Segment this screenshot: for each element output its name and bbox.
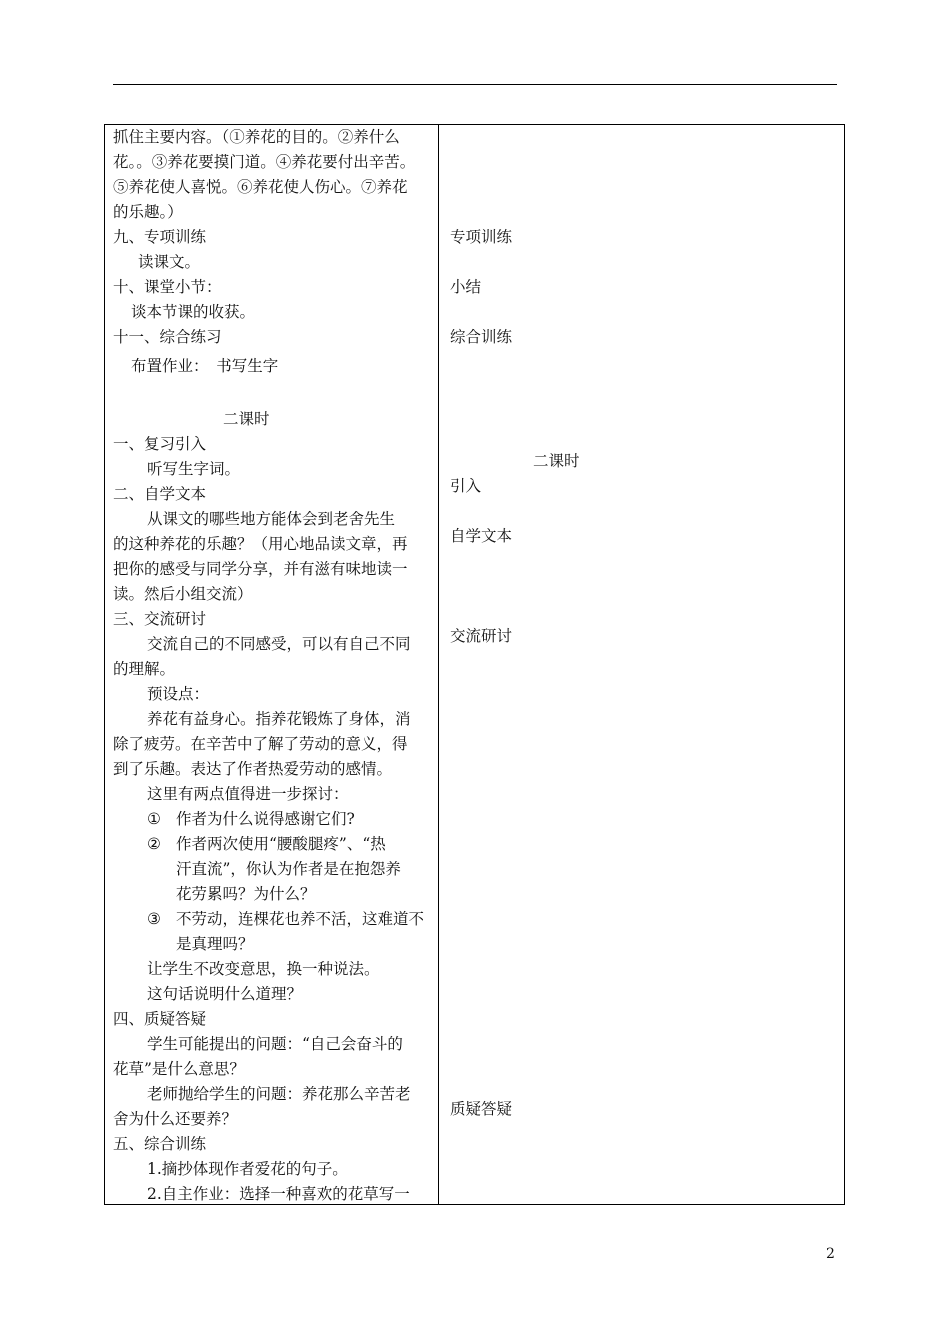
table-line: 花草”是什么意思？ bbox=[113, 1060, 245, 1078]
section-heading: 十、课堂小节： bbox=[113, 278, 222, 296]
list-marker: ② bbox=[147, 835, 161, 853]
session-title: 二课时 bbox=[533, 452, 580, 470]
step-label: 引入 bbox=[450, 477, 482, 495]
list-item: 作者为什么说得感谢它们? bbox=[176, 810, 355, 828]
page-number: 2 bbox=[826, 1246, 835, 1262]
table-line: 舍为什么还要养？ bbox=[113, 1110, 238, 1128]
table-line: 这里有两点值得进一步探讨： bbox=[147, 785, 349, 803]
table-line: 读。然后小组交流） bbox=[113, 585, 253, 603]
table-line: 花。。③养花要摸门道。④养花要付出辛苦。 bbox=[113, 153, 416, 171]
list-marker: ① bbox=[147, 810, 161, 828]
step-label: 自学文本 bbox=[450, 527, 513, 545]
table-line: 学生可能提出的问题：“自己会奋斗的 bbox=[147, 1035, 403, 1053]
section-heading: 三、交流研讨 bbox=[113, 610, 207, 628]
table-line: 把你的感受与同学分享，并有滋有味地读一 bbox=[113, 560, 408, 578]
table-line: 听写生字词。 bbox=[147, 460, 241, 478]
list-item: 不劳动，连棵花也养不活，这难道不 bbox=[176, 910, 425, 928]
table-line: 2.自主作业：选择一种喜欢的花草写一 bbox=[147, 1185, 410, 1203]
section-heading: 九、专项训练 bbox=[113, 228, 207, 246]
header-rule bbox=[113, 84, 837, 85]
table-line: 养花有益身心。指养花锻炼了身体，消 bbox=[147, 710, 411, 728]
table-line: 老师抛给学生的问题：养花那么辛苦老 bbox=[147, 1085, 411, 1103]
table-line: 从课文的哪些地方能体会到老舍先生 bbox=[147, 510, 396, 528]
table-line: 预设点： bbox=[147, 685, 210, 703]
table-column-divider bbox=[438, 124, 439, 1205]
section-heading: 二、自学文本 bbox=[113, 485, 207, 503]
step-label: 小结 bbox=[450, 278, 482, 296]
table-line: 的乐趣。） bbox=[113, 203, 183, 221]
step-label: 质疑答疑 bbox=[450, 1100, 513, 1118]
section-heading: 一、复习引入 bbox=[113, 435, 207, 453]
table-line: 1.摘抄体现作者爱花的句子。 bbox=[147, 1160, 348, 1178]
list-item: 是真理吗？ bbox=[176, 935, 254, 953]
list-marker: ③ bbox=[147, 910, 161, 928]
table-line: 这句话说明什么道理？ bbox=[147, 985, 303, 1003]
session-title: 二课时 bbox=[223, 410, 270, 428]
section-heading: 五、综合训练 bbox=[113, 1135, 207, 1153]
list-item: 作者两次使用“腰酸腿疼”、“热 bbox=[176, 835, 386, 853]
table-line: ⑤养花使人喜悦。⑥养花使人伤心。⑦养花 bbox=[113, 178, 408, 196]
homework-line: 布置作业： 书写生字 bbox=[131, 357, 279, 375]
table-line: 除了疲劳。在辛苦中了解了劳动的意义，得 bbox=[113, 735, 408, 753]
step-label: 交流研讨 bbox=[450, 627, 513, 645]
table-line: 交流自己的不同感受，可以有自己不同 bbox=[147, 635, 411, 653]
table-line: 的理解。 bbox=[113, 660, 176, 678]
list-item: 汗直流”，你认为作者是在抱怨养 bbox=[176, 860, 401, 878]
table-line: 抓住主要内容。（①养花的目的。②养什么 bbox=[113, 128, 400, 146]
section-heading: 四、质疑答疑 bbox=[113, 1010, 207, 1028]
list-item: 花劳累吗？为什么？ bbox=[176, 885, 316, 903]
step-label: 综合训练 bbox=[450, 328, 513, 346]
table-line: 读课文。 bbox=[138, 253, 201, 271]
section-heading: 十一、综合练习 bbox=[113, 328, 222, 346]
table-line: 让学生不改变意思，换一种说法。 bbox=[147, 960, 380, 978]
table-line: 的这种养花的乐趣？（用心地品读文章，再 bbox=[113, 535, 408, 553]
table-line: 谈本节课的收获。 bbox=[131, 303, 256, 321]
step-label: 专项训练 bbox=[450, 228, 513, 246]
table-line: 到了乐趣。表达了作者热爱劳动的感情。 bbox=[113, 760, 393, 778]
